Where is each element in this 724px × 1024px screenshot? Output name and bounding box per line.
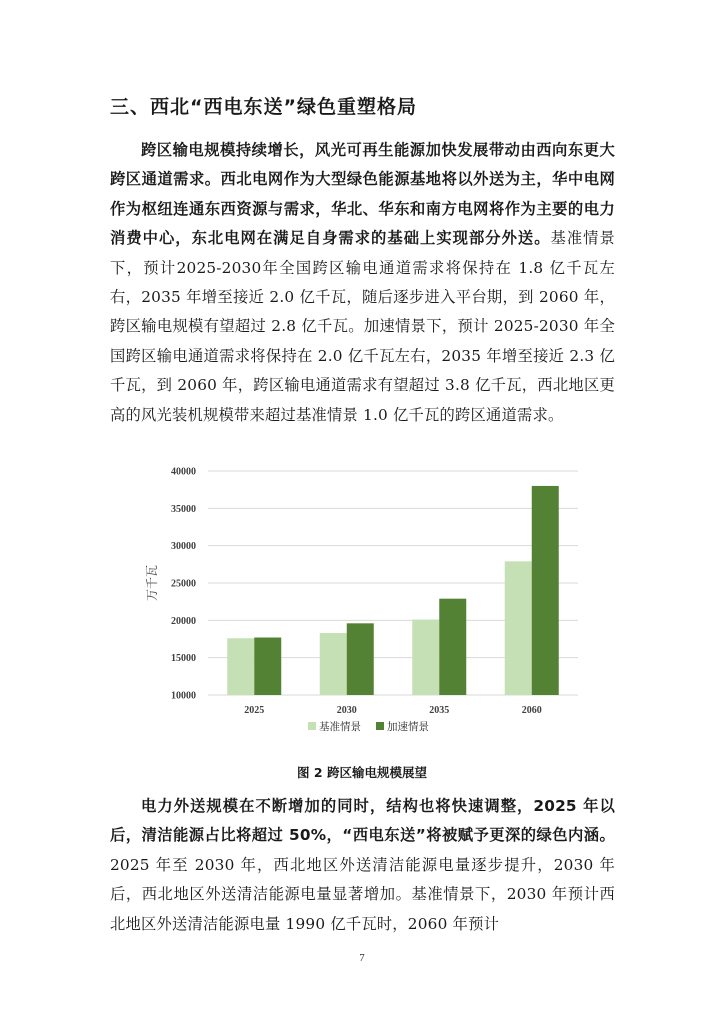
paragraph-bold-lead: 跨区输电规模持续增长，风光可再生能源加快发展带动由西向东更大跨区通道需求。西北电网作为大型绿色能源基地将以外送为主，华中电网作为枢纽连通东西资源与需求，华北、华东和南方电网将作为主要的电力消费中心，东北电网在满足自身需求的基础上实现部分外送。 — [110, 141, 615, 248]
x-tick-label: 2025 — [244, 705, 265, 716]
figure-caption: 图 2 跨区输电规模展望 — [297, 765, 427, 780]
legend-label: 加速情景 — [387, 722, 429, 733]
paragraph-clean-energy-share — [110, 792, 615, 939]
bar-2025-series-1 — [227, 638, 254, 695]
page-number: 7 — [359, 952, 365, 964]
bar-2060-series-2 — [532, 486, 559, 695]
paragraph-bold-lead: 电力外送规模在不断增加的同时，结构也将快速调整，2025 年以后，清洁能源占比将超过 50%，“西电东送”将被赋予更深的绿色内涵。 — [110, 797, 615, 845]
paragraph-body: 2025 年至 2030 年，西北地区外送清洁能源电量逐步提升，2030 年后，西北地区外送清洁能源电量显著增加。基准情景下，2030 年预计西北地区外送清洁能源电量 1990 亿千瓦时，2060 年预计 — [110, 855, 615, 933]
y-tick-label: 20000 — [171, 615, 196, 627]
transmission-scale-chart — [130, 458, 600, 758]
x-tick-label: 2030 — [336, 705, 357, 716]
bar-2030-series-1 — [320, 633, 347, 695]
x-tick-label: 2060 — [521, 705, 542, 716]
y-tick-label: 25000 — [171, 578, 196, 590]
bar-2035-series-2 — [439, 599, 466, 695]
y-tick-label: 35000 — [171, 503, 196, 515]
bar-2025-series-2 — [254, 638, 281, 695]
paragraph-cross-region-transmission — [110, 136, 615, 430]
legend-swatch — [376, 722, 384, 730]
legend-swatch — [308, 722, 316, 730]
y-axis-label: 万千瓦 — [145, 564, 159, 602]
y-tick-label: 30000 — [171, 541, 196, 553]
bar-2060-series-1 — [505, 561, 532, 695]
y-tick-label: 10000 — [171, 690, 196, 702]
section-title: 三、西北“西电东送”绿色重塑格局 — [110, 96, 417, 118]
legend-label: 基准情景 — [319, 722, 361, 733]
y-tick-label: 40000 — [171, 466, 196, 478]
x-tick-label: 2035 — [429, 705, 450, 716]
bar-2035-series-1 — [412, 620, 439, 695]
bar-2030-series-2 — [347, 623, 374, 695]
y-tick-label: 15000 — [171, 653, 196, 665]
paragraph-body: 基准情景下，预计2025-2030年全国跨区输电通道需求将保持在 1.8 亿千瓦左右，2035 年增至接近 2.0 亿千瓦，随后逐步进入平台期，到 2060 年，跨区输电规模有望超过 2.8 亿千瓦。加速情景下，预计 2025-2030 年全国跨区输电通道需求将保持在 2.0 亿千瓦左右，2035 年增至接近 2.3 亿千瓦，到 2060 年，跨区输电通道需求有望超过 3.8 亿千瓦，西北地区更高的风光装机规模带来超过基准情景 1.0 亿千瓦的跨区通道需求。 — [110, 229, 615, 424]
